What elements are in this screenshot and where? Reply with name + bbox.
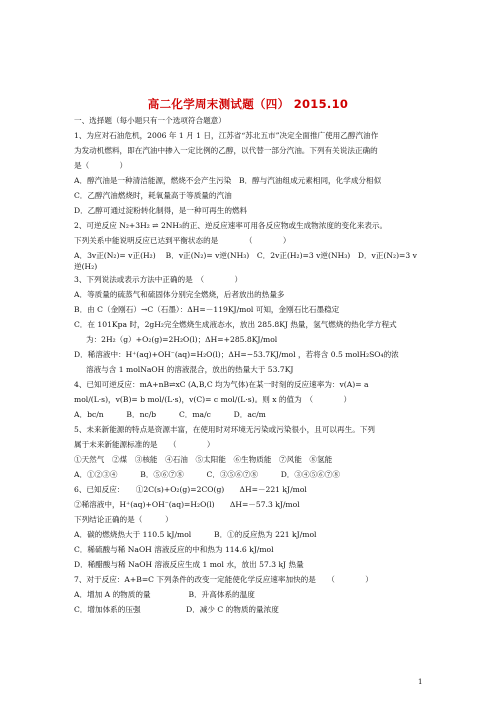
question-2-options: 逆(H₂)	[74, 262, 98, 271]
question-7-option: A．增加 A 的物质的量 B．升高体系的温度	[74, 590, 255, 599]
page-number: 1	[418, 678, 423, 686]
question-6-option: A．碳的燃烧热大于 110.5 kJ/mol B．①的反应热为 221 kJ/mol	[74, 530, 317, 539]
question-6-line: 6、已知反应： ①2C(s)+O₂(g)=2CO(g) ΔH=－221 kJ/mol	[74, 485, 307, 494]
question-5-line: 5、未来新能源的特点是资源丰富，在使用时对环境无污染或污染很小，且可以再生。下列	[74, 425, 375, 434]
page-title: 高二化学周末测试题（四） 2015.10	[147, 97, 349, 111]
question-1-line: 是（ ）	[74, 161, 128, 170]
question-4-options: A．bc/n B．nc/b C．ma/c D．ac/m	[74, 410, 266, 419]
question-2-line: 2、可逆反应 N₂+3H₂ ⇌ 2NH₃的正、逆反应速率可用各反应物或生成物浓度的变化来表示。	[74, 221, 388, 230]
question-4-line: 4、已知可逆反应：mA+nB⇌xC (A,B,C 均为气体)在某一时刻的反应速率为：v(A)= a	[74, 380, 369, 389]
question-7-line: 7、对于反应：A+B=C 下列条件的改变一定能使化学反应速率加快的是 （ ）	[74, 575, 373, 584]
question-7-option: C．增加体系的压强 D．减少 C 的物质的量浓度	[74, 605, 279, 614]
question-1-line: 为发动机燃料，即在汽油中掺入一定比例的乙醇，以代替一部分汽油。下列有关说法正确的	[74, 146, 378, 155]
question-1-line: 1、为应对石油危机，2006 年 1 月 1 日，江苏省“苏北五市”决定全面推广使用乙醇汽油作	[74, 131, 379, 140]
question-3-option: A．等质量的硫蒸气和硫固体分别完全燃烧，后者放出的热量多	[74, 290, 285, 299]
question-6-option: C．稀硫酸与稀 NaOH 溶液反应的中和热为 114.6 kJ/mol	[74, 545, 274, 554]
section-heading: 一、选择题（每小题只有一个选项符合题意）	[74, 116, 226, 125]
question-6-line: ②稀溶液中，H⁺(aq)+OH⁻(aq)=H₂O(l) ΔH=－57.3 kJ/mol	[74, 500, 300, 509]
question-4-line: mol/(L·s)，v(B)= b mol/(L·s)，v(C)= c mol/(L·s)。则 x 的值为 （ ）	[74, 395, 352, 404]
question-5-line: 属于未来新能源标准的是 （ ）	[74, 440, 215, 449]
question-1-option: C．乙醇汽油燃烧时，耗氧量高于等质量的汽油	[74, 191, 232, 200]
question-3-option: D．稀溶液中：H⁺(aq)+OH⁻(aq)=H₂O(l)；ΔH=−53.7KJ/mol ，若将含 0.5 molH₂SO₄的浓	[74, 350, 399, 359]
question-2-line: 下列关系中能说明反应已达到平衡状态的是 （ ）	[74, 236, 291, 245]
question-1-option: A．醇汽油是一种清洁能源，燃烧不会产生污染 B．醇与汽油组成元素相同，化学成分相似	[74, 176, 382, 185]
question-3-option: 溶液与含 1 molNaOH 的溶液混合，放出的热量大于 53.7KJ	[86, 365, 294, 374]
question-5-items: ①天然气 ②煤 ③核能 ④石油 ⑤太阳能 ⑥生物质能 ⑦风能 ⑧氢能	[74, 455, 333, 464]
question-3-line: 3、下列说法或表示方法中正确的是 （ ）	[74, 275, 243, 284]
question-3-option: 为：2H₂（g）+O₂(g)=2H₂O(l)；ΔH=+285.8KJ/mol	[86, 335, 278, 344]
question-3-option: B．由 C（金刚石）→C（石墨）：ΔH=－119KJ/mol 可知，金刚石比石墨稳定	[74, 305, 340, 314]
question-6-option: D．稀醋酸与稀 NaOH 溶液反应生成 1 mol 水，放出 57.3 kJ 热量	[74, 560, 304, 569]
question-6-line: 下列结论正确的是（ ）	[74, 515, 173, 524]
question-1-option: D．乙醇可通过淀粉转化制得，是一种可再生的燃料	[74, 206, 248, 215]
question-3-option: C．在 101Kpa 时，2gH₂完全燃烧生成液态水，放出 285.8KJ 热量，氢气燃烧的热化学方程式	[74, 320, 397, 329]
question-5-options: A．①②③④ B．⑤⑥⑦⑧ C．③⑤⑥⑦⑧ D．③④⑤⑥⑦⑧	[74, 470, 340, 479]
question-2-options: A．3v正(N₂)= v正(H₂) B．v正(N₂)= v逆(NH₃) C．2v正(H₂)=3 v逆(NH₃) D．v正(N₂)=3 v	[74, 251, 417, 260]
